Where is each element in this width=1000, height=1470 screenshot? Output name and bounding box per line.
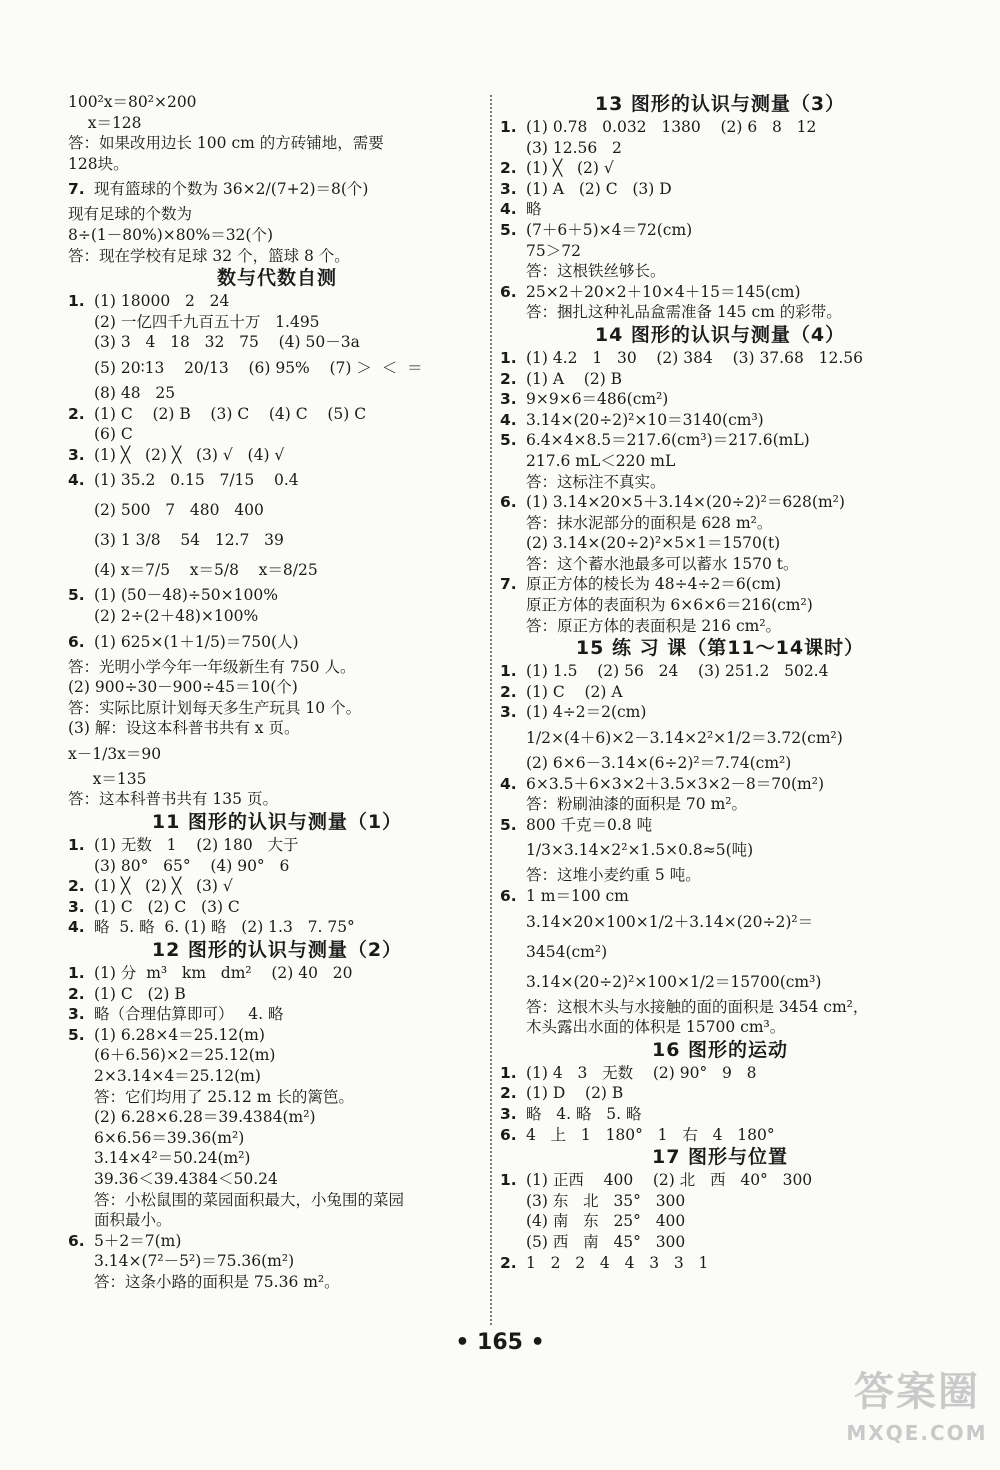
answer-text: 木头露出水面的体积是 15700 cm³。 (526, 1018, 786, 1037)
question-number: 1. (68, 292, 85, 311)
answer-text: (3) 解：设这本科普书共有 x 页。 (68, 719, 300, 738)
answer-text: 答：如果改用边长 100 cm 的方砖铺地，需要 (68, 134, 384, 153)
question-number: 5. (500, 815, 517, 834)
answer-text: (6＋6.56)×2＝25.12(m) (94, 1046, 276, 1065)
answer-text: 答：这标注不真实。 (526, 472, 666, 491)
answer-line (68, 677, 486, 698)
answer-text: 答：这条小路的面积是 75.36 m²。 (94, 1272, 340, 1291)
page-number: • 165 • (455, 1330, 545, 1355)
answer-text: 3.14×20×100×1/2＋3.14×(20÷2)²＝ (526, 912, 814, 931)
answer-text: (6) C (94, 425, 133, 444)
answer-text: x＝135 (68, 769, 147, 788)
answer-line (500, 282, 940, 303)
answer-text: 217.6 mL＜220 mL (526, 451, 676, 470)
answer-column-left (68, 92, 486, 1293)
question-number: 2. (500, 1253, 517, 1272)
answer-line (68, 657, 486, 678)
question-number: 2. (500, 1084, 517, 1103)
question-number: 2. (68, 877, 85, 896)
answer-line (500, 723, 940, 753)
question-number: 2. (500, 369, 517, 388)
answer-text: 3.14×4²＝50.24(m²) (94, 1149, 251, 1168)
answer-text: 现有足球的个数为 (68, 205, 193, 224)
answer-line (500, 1170, 940, 1191)
answer-text: (1) 35.2 0.15 7/15 0.4 (94, 471, 299, 490)
answer-text: (1) 4 3 无数 (2) 90° 9 8 (526, 1063, 757, 1082)
answer-text: 答：这根木头与水接触的面的面积是 3454 cm²， (526, 997, 869, 1016)
answer-line (68, 404, 486, 425)
answer-text: 答：这本科普书共有 135 页。 (68, 790, 278, 809)
answer-text: 39.36＜39.4384＜50.24 (94, 1169, 278, 1188)
answer-line (500, 302, 940, 323)
answer-line (500, 997, 940, 1018)
question-number: 1. (500, 662, 517, 681)
question-number: 2. (500, 159, 517, 178)
answer-line (68, 225, 486, 246)
answer-line (68, 291, 486, 312)
question-number: 5. (68, 586, 85, 605)
question-number: 3. (500, 703, 517, 722)
answer-text: (2) 900÷30－900÷45＝10(个) (68, 678, 298, 697)
answer-line (68, 525, 486, 555)
answer-line (500, 1017, 940, 1038)
answer-line (68, 698, 486, 719)
answer-line (68, 897, 486, 918)
answer-line (500, 907, 940, 937)
answer-line (500, 682, 940, 703)
section-heading: 13 图形的认识与测量（3） (594, 93, 846, 115)
answer-text: (1) C (2) A (526, 682, 623, 701)
answer-line (68, 1004, 486, 1025)
question-number: 1. (500, 348, 517, 367)
watermark-url: MXQE.COM (846, 1421, 988, 1445)
answer-line (68, 585, 486, 606)
answer-text: 3454(cm²) (526, 942, 608, 961)
answer-line (500, 937, 940, 967)
answer-text: 6×6.56＝39.36(m²) (94, 1128, 245, 1147)
question-number: 1. (500, 1171, 517, 1190)
answer-text: 128块。 (68, 154, 129, 173)
answer-line (500, 794, 940, 815)
answer-line (500, 117, 940, 138)
answer-text: (5) 西 南 45° 300 (526, 1232, 686, 1251)
answer-line (500, 138, 940, 159)
question-number: 4. (500, 410, 517, 429)
answer-line (500, 815, 940, 836)
answer-text: 3.14×(20÷2)²×10＝3140(cm³) (526, 410, 764, 429)
answer-line (68, 92, 486, 113)
answer-text: (2) 500 7 480 400 (94, 501, 264, 520)
question-number: 3. (68, 897, 85, 916)
answer-text: 75＞72 (526, 241, 581, 260)
answer-line (500, 1232, 940, 1253)
answer-line (68, 1210, 486, 1231)
answer-text: (3) 80° 65° (4) 90° 6 (94, 856, 290, 875)
answer-text: 25×2＋20×2＋10×4＋15＝145(cm) (526, 282, 801, 301)
answer-text: 5＋2＝7(m) (94, 1231, 182, 1250)
question-number: 1. (68, 836, 85, 855)
watermark-logo (842, 1364, 992, 1464)
answer-text: 3.14×(20÷2)²×100×1/2＝15700(cm³) (526, 972, 822, 991)
answer-line (500, 369, 940, 390)
answer-line (68, 835, 486, 856)
answer-line (68, 246, 486, 267)
answer-line (500, 1104, 940, 1125)
question-number: 3. (68, 445, 85, 464)
answer-line (500, 533, 940, 554)
answer-text: (1) C (2) B (3) C (4) C (5) C (94, 404, 367, 423)
question-number: 4. (500, 200, 517, 219)
answer-text: 略 (526, 200, 542, 219)
answer-text: (3) 12.56 2 (526, 138, 622, 157)
answer-line (500, 220, 940, 241)
answer-line (500, 261, 940, 282)
answer-line (500, 886, 940, 907)
answer-line (500, 410, 940, 431)
answer-text: (3) 1 3/8 54 12.7 39 (94, 531, 284, 550)
answer-text: 答：这堆小麦约重 5 吨。 (526, 866, 701, 885)
answer-line (68, 606, 486, 627)
answer-text: 原正方体的表面积为 6×6×6＝216(cm²) (526, 596, 813, 615)
answer-line (500, 702, 940, 723)
answer-line (68, 1066, 486, 1087)
answer-line (68, 984, 486, 1005)
answer-text: (2) 3.14×(20÷2)²×5×1＝1570(t) (526, 534, 781, 553)
answer-text: 1 2 2 4 4 3 3 1 (526, 1253, 709, 1272)
answer-text: 1/3×3.14×2²×1.5×0.8≈5(吨) (526, 841, 754, 860)
answer-text: 略（合理估算即可） 4. 略 (94, 1005, 284, 1024)
question-number: 4. (500, 774, 517, 793)
answer-text: 4 上 1 180° 1 右 4 180° (526, 1125, 775, 1144)
answer-text: (1) C (2) B (94, 984, 186, 1003)
answer-text: (5) 20∶13 20/13 (6) 95% (7) ＞ ＜ ＝ (94, 358, 423, 377)
answer-line (500, 967, 940, 997)
answer-text: 100²x＝80²×200 (68, 93, 197, 111)
answer-text: 1/2×(4＋6)×2－3.14×2²×1/2＝3.72(cm²) (526, 729, 843, 748)
question-number: 1. (500, 118, 517, 136)
question-number: 1. (500, 1063, 517, 1082)
answer-text: (1) 4.2 1 30 (2) 384 (3) 37.68 12.56 (526, 348, 863, 367)
answer-line (68, 332, 486, 353)
answer-text: (3) 东 北 35° 300 (526, 1191, 686, 1210)
answer-line (68, 1251, 486, 1272)
answer-text: 略 4. 略 5. 略 (526, 1104, 642, 1123)
answer-text: 1 m＝100 cm (526, 887, 629, 905)
answer-line (68, 1128, 486, 1149)
answer-text: (2) 6.28×6.28＝39.4384(m²) (94, 1108, 316, 1127)
answer-text: (1) ╳ (2) ╳ (3) √ (4) √ (94, 445, 285, 464)
answer-text: 答：光明小学今年一年级新生有 750 人。 (68, 657, 356, 676)
answer-line (500, 430, 940, 451)
answer-line (500, 241, 940, 262)
answer-text: (1) 无数 1 (2) 180 大于 (94, 836, 299, 855)
answer-text: x＝128 (68, 113, 142, 132)
answer-text: 6×3.5＋6×3×2＋3.5×3×2－8＝70(m²) (526, 774, 824, 793)
answer-text: x－1/3x＝90 (68, 744, 162, 763)
answer-line (500, 1083, 940, 1104)
answer-line (68, 133, 486, 154)
question-number: 5. (500, 431, 517, 450)
answer-text: (7＋6＋5)×4＝72(cm) (526, 220, 693, 239)
answer-line (68, 876, 486, 897)
answer-text: 答：实际比原计划每天多生产玩具 10 个。 (68, 698, 362, 717)
answer-text: 8÷(1－80%)×80%＝32(个) (68, 225, 274, 244)
answer-line (68, 917, 486, 938)
answer-line (500, 1063, 940, 1084)
question-number: 2. (500, 682, 517, 701)
answer-line (68, 353, 486, 383)
answer-text: (1) C (2) C (3) C (94, 897, 240, 916)
answer-line (68, 1148, 486, 1169)
answer-line (500, 774, 940, 795)
answer-line (500, 1211, 940, 1232)
answer-line (68, 856, 486, 877)
section-heading: 16 图形的运动 (651, 1038, 789, 1061)
answer-line (500, 158, 940, 179)
answer-text: 原正方体的棱长为 48÷4÷2＝6(cm) (526, 575, 782, 594)
answer-line (68, 963, 486, 984)
answer-text: (1) (50－48)÷50×100% (94, 586, 278, 605)
answer-line (68, 1272, 486, 1293)
answer-line (68, 739, 486, 769)
answer-text: (4) x＝7/5 x＝5/8 x＝8/25 (94, 561, 318, 580)
question-number: 3. (500, 390, 517, 409)
answer-text: 答：原正方体的表面积是 216 cm²。 (526, 616, 782, 635)
answer-text: (1) ╳ (2) √ (526, 159, 614, 178)
answer-text: (1) 1.5 (2) 56 24 (3) 251.2 502.4 (526, 662, 829, 681)
answer-line (68, 465, 486, 495)
answer-line (500, 472, 940, 493)
question-number: 6. (500, 1125, 517, 1144)
answer-line (68, 789, 486, 810)
answer-line (500, 835, 940, 865)
question-number: 6. (68, 1231, 85, 1250)
answer-line (68, 495, 486, 525)
question-number: 3. (500, 1104, 517, 1123)
answer-text: 答：粉刷油漆的面积是 70 m²。 (526, 795, 747, 814)
answer-text: (1) 分 m³ km dm² (2) 40 20 (94, 964, 353, 983)
question-number: 6. (500, 493, 517, 512)
answer-text: (2) 6×6－3.14×(6÷2)²＝7.74(cm²) (526, 754, 792, 773)
question-number: 2. (68, 404, 85, 423)
section-heading: 数与代数自测 (216, 267, 337, 290)
answer-text: 答：现在学校有足球 32 个，篮球 8 个。 (68, 246, 350, 265)
answer-text: 6.4×4×8.5＝217.6(cm³)＝217.6(mL) (526, 431, 810, 450)
answer-line (68, 383, 486, 404)
answer-text: (4) 南 东 25° 400 (526, 1212, 686, 1231)
answer-text: 答：这个蓄水池最多可以蓄水 1570 t。 (526, 554, 799, 573)
answer-text: (1) 6.28×4＝25.12(m) (94, 1025, 265, 1044)
column-divider (490, 95, 492, 1325)
question-number: 3. (68, 1005, 85, 1024)
answer-line (68, 445, 486, 466)
section-heading: 17 图形与位置 (651, 1146, 789, 1169)
answer-line (500, 616, 940, 637)
answer-line (68, 1169, 486, 1190)
answer-text: 答：它们均用了 25.12 m 长的篱笆。 (94, 1087, 354, 1106)
section-heading: 14 图形的认识与测量（4） (594, 323, 846, 346)
answer-line (500, 348, 940, 369)
answer-line (68, 1025, 486, 1046)
answer-line (500, 574, 940, 595)
answer-text: 答：抹水泥部分的面积是 628 m²。 (526, 513, 773, 532)
answer-text: 答：小松鼠围的菜园面积最大，小兔围的菜园 (94, 1190, 405, 1209)
answer-line (500, 554, 940, 575)
answer-line (500, 865, 940, 886)
answer-text: (8) 48 25 (94, 383, 176, 402)
answer-line (68, 424, 486, 445)
answer-text: 3.14×(7²－5²)＝75.36(m²) (94, 1252, 295, 1271)
answer-line (500, 513, 940, 534)
question-number: 4. (68, 918, 85, 937)
answer-line (500, 389, 940, 410)
answer-text: (1) A (2) B (526, 369, 623, 388)
answer-line (500, 1125, 940, 1146)
answer-text: 2×3.14×4＝25.12(m) (94, 1067, 261, 1085)
answer-line (500, 595, 940, 616)
answer-column-right (500, 92, 940, 1273)
answer-line (68, 154, 486, 175)
answer-text: (2) 一亿四千九百五十万 1.495 (94, 312, 320, 331)
question-number: 5. (500, 220, 517, 239)
question-number: 6. (500, 282, 517, 301)
answer-line (68, 1231, 486, 1252)
answer-line (500, 753, 940, 774)
answer-line (500, 1191, 940, 1212)
answer-line (68, 718, 486, 739)
answer-line (68, 113, 486, 134)
answer-text: 略 5. 略 6. (1) 略 (2) 1.3 7. 75° (94, 918, 355, 937)
question-number: 4. (68, 471, 85, 490)
question-number: 1. (68, 964, 85, 983)
answer-line (500, 199, 940, 220)
answer-text: (1) 3.14×20×5＋3.14×(20÷2)²＝628(m²) (526, 493, 845, 512)
answer-line (68, 1087, 486, 1108)
answer-line (68, 627, 486, 657)
answer-text: (3) 3 4 18 32 75 (4) 50－3a (94, 333, 360, 352)
answer-text: 答：捆扎这种礼品盒需准备 145 cm 的彩带。 (526, 303, 842, 322)
answer-line (68, 769, 486, 790)
section-heading: 12 图形的认识与测量（2） (151, 939, 403, 962)
answer-line (68, 1045, 486, 1066)
answer-text: (1) 625×(1＋1/5)＝750(人) (94, 632, 299, 651)
answer-text: 现有篮球的个数为 36×2/(7+2)＝8(个) (94, 180, 369, 199)
question-number: 7. (68, 180, 85, 199)
question-number: 6. (500, 887, 517, 905)
answer-line (68, 1107, 486, 1128)
answer-line (500, 179, 940, 200)
question-number: 2. (68, 984, 85, 1003)
question-number: 5. (68, 1025, 85, 1044)
answer-text: (1) 正西 400 (2) 北 西 40° 300 (526, 1171, 813, 1190)
answer-line (68, 204, 486, 225)
answer-line (68, 312, 486, 333)
answer-line (500, 1253, 940, 1274)
answer-text: (1) 0.78 0.032 1380 (2) 6 8 12 (526, 118, 817, 136)
section-heading: 11 图形的认识与测量（1） (151, 811, 403, 834)
answer-line (68, 555, 486, 585)
question-number: 3. (500, 179, 517, 198)
answer-text: 9×9×6＝486(cm²) (526, 390, 669, 409)
answer-text: (1) A (2) C (3) D (526, 179, 672, 198)
section-heading: 15 练 习 课（第11～14课时） (575, 637, 865, 660)
answer-line (500, 451, 940, 472)
answer-text: 面积最小。 (94, 1211, 172, 1230)
answer-line (68, 174, 486, 204)
answer-text: (2) 2÷(2＋48)×100% (94, 606, 259, 625)
answer-text: 答：这根铁丝够长。 (526, 262, 666, 281)
answer-text: (1) D (2) B (526, 1084, 624, 1103)
answer-text: 800 千克＝0.8 吨 (526, 815, 653, 834)
answer-line (68, 1190, 486, 1211)
answer-text: (1) 18000 2 24 (94, 292, 230, 311)
question-number: 7. (500, 575, 517, 594)
answer-text: (1) ╳ (2) ╳ (3) √ (94, 877, 233, 896)
question-number: 6. (68, 632, 85, 651)
answer-line (500, 661, 940, 682)
answer-text: (1) 4÷2＝2(cm) (526, 703, 647, 722)
watermark-text: 答案圈 (854, 1369, 980, 1415)
answer-line (500, 492, 940, 513)
